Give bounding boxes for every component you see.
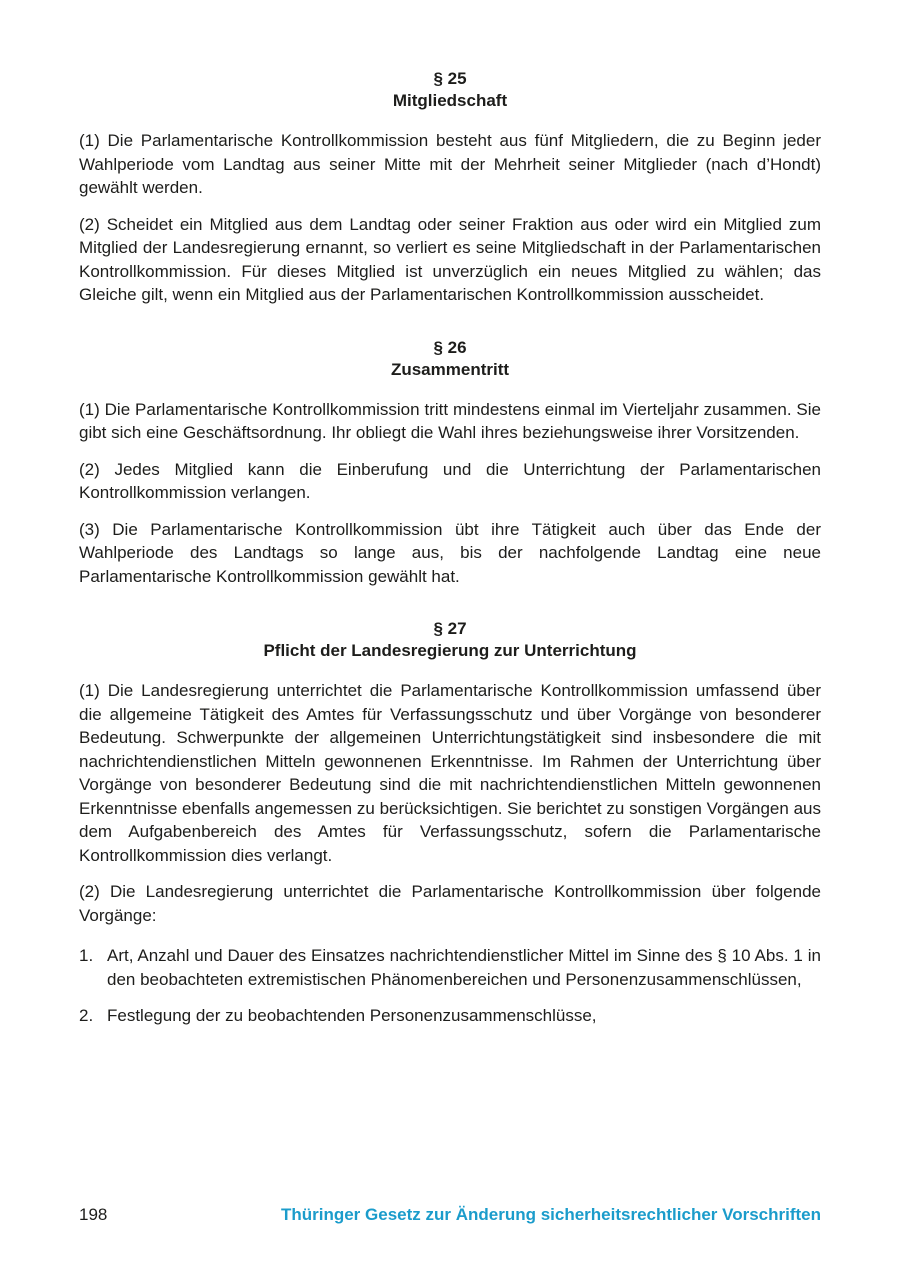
paragraph: (3) Die Parlamentarische Kontrollkommission übt ihre Tätigkeit auch über das Ende der Wahlperiode des Landtags so lange aus, bis der nachfolgende Landtag eine neue Parlamentarische Kontrollkommission gewählt hat. <box>79 519 821 586</box>
list-item <box>79 944 821 991</box>
list-item-text: Festlegung der zu beobachtenden Personenzusammenschlüsse, <box>107 1006 597 1025</box>
paragraph: (1) Die Parlamentarische Kontrollkommission tritt mindestens einmal im Vierteljahr zusammen. Sie gibt sich eine Geschäftsordnung. Ihr obliegt die Wahl ihres beziehungsweise ihrer Vorsitzenden. <box>79 399 821 442</box>
list-item <box>79 1004 821 1028</box>
list-item-text: Art, Anzahl und Dauer des Einsatzes nachrichtendienstlicher Mittel im Sinne des § 10 Abs. 1 in den beobachteten extremistischen Phänomenbereichen und Personenzusammenschlüssen, <box>107 946 821 989</box>
paragraph: (1) Die Landesregierung unterrichtet die Parlamentarische Kontrollkommission umfassend über die allgemeine Tätigkeit des Amtes für Verfassungsschutz und über Vorgänge von besonderer Bedeutung. Schwerpunkte der allgemeinen Unterrichtungstätigkeit sind insbesondere die mit nachrichtendienstlichen Mitteln gewonnenen Erkenntnisse. Im Rahmen der Unterrichtung über Vorgänge von besonderer Bedeutung sind die mit nachrichtendienstlichen Mitteln gewonnenen Erkenntnisse ebenfalls angemessen zu berücksichtigen. Sie berichtet zu sonstigen Vorgängen aus dem Aufgabenbereich des Amtes für Verfassungsschutz, sofern die Parlamentarische Kontrollkommission dies verlangt. <box>79 681 821 865</box>
section-title: Mitgliedschaft <box>392 91 508 110</box>
paragraph: (1) Die Parlamentarische Kontrollkommission besteht aus fünf Mitgliedern, die zu Beginn jeder Wahlperiode vom Landtag aus seiner Mitte mit der Mehrheit seiner Mitglieder (nach d’Hondt) gewählt werden. <box>79 131 821 197</box>
section-27 <box>79 618 821 1028</box>
section-title: Pflicht der Landesregierung zur Unterrichtung <box>263 641 637 660</box>
paragraph: (2) Jedes Mitglied kann die Einberufung und die Unterrichtung der Parlamentarischen Kontrollkommission verlangen. <box>79 459 821 502</box>
section-heading <box>79 68 821 112</box>
page-footer <box>79 1204 821 1226</box>
paragraph: (2) Scheidet ein Mitglied aus dem Landtag oder seiner Fraktion aus oder wird ein Mitglied zum Mitglied der Landesregierung ernannt, so verliert es seine Mitgliedschaft in der Parlamentarischen Kontrollkommission. Für dieses Mitglied ist unverzüglich ein neues Mitglied zu wählen; das Gleiche gilt, wenn ein Mitglied aus der Parlamentarischen Kontrollkommission ausscheidet. <box>79 214 821 304</box>
numbered-list <box>79 944 821 1028</box>
section-26 <box>79 337 821 589</box>
footer-title: Thüringer Gesetz zur Änderung sicherheitsrechtlicher Vorschriften <box>280 1205 821 1224</box>
list-item-marker: 2. <box>79 1006 94 1025</box>
section-number: § 26 <box>433 337 467 357</box>
paragraph: (2) Die Landesregierung unterrichtet die Parlamentarische Kontrollkommission über folgende Vorgänge: <box>79 882 821 925</box>
section-heading <box>79 337 821 381</box>
section-number: § 27 <box>433 619 467 638</box>
list-item-marker: 1. <box>79 946 94 965</box>
section-title: Zusammentritt <box>390 359 510 379</box>
page-number: 198 <box>79 1205 108 1224</box>
section-number: § 25 <box>433 69 467 88</box>
section-heading <box>79 618 821 662</box>
section-25 <box>79 68 821 307</box>
